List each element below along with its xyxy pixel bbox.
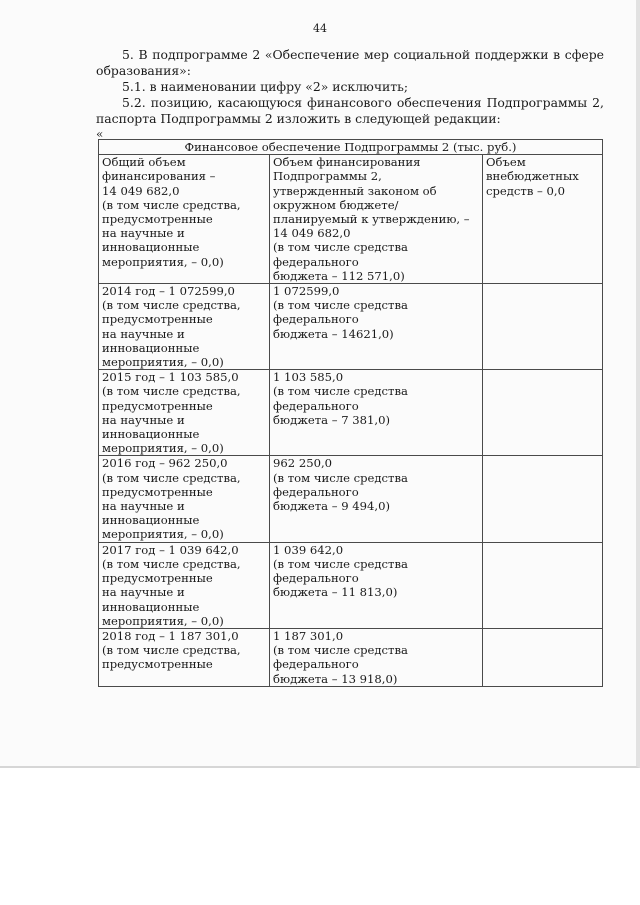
page-number: 44 — [313, 22, 327, 35]
finance-table — [98, 139, 603, 687]
year-program-cell: 1 187 301,0 (в том числе средства федерального бюджета – 13 918,0) — [270, 628, 483, 686]
year-program-cell: 1 039 642,0 (в том числе средства федерального бюджета – 11 813,0) — [270, 542, 483, 628]
paragraph-5: 5. В подпрограмме 2 «Обеспечение мер социальной поддержки в сфере образования»: — [96, 47, 604, 78]
table-row — [99, 370, 603, 456]
paragraph-5-1: 5.1. в наименовании цифру «2» исключить; — [122, 79, 409, 94]
year-total-cell: 2017 год – 1 039 642,0 (в том числе средства, предусмотренные на научные и инновационные мероприятия, – 0,0) — [99, 542, 270, 628]
year-extrabudgetary-cell — [483, 542, 603, 628]
year-extrabudgetary-cell — [483, 628, 603, 686]
year-extrabudgetary-cell — [483, 456, 603, 542]
program-funding-cell: Объем финансирования Подпрограммы 2, утвержденный законом об окружном бюджете/ планируемый к утверждению, – 14 049 682,0 (в том числе средства федерального бюджета – 112 571,0) — [270, 155, 483, 284]
year-total-cell: 2015 год – 1 103 585,0 (в том числе средства, предусмотренные на научные и инновационные мероприятия, – 0,0) — [99, 370, 270, 456]
extrabudgetary-cell: Объем внебюджетных средств – 0,0 — [483, 155, 603, 284]
document-body — [96, 47, 604, 127]
table-row — [99, 542, 603, 628]
table-title-row — [99, 140, 603, 155]
table-title: Финансовое обеспечение Подпрограммы 2 (тыс. руб.) — [99, 140, 603, 155]
table-row — [99, 155, 603, 284]
year-extrabudgetary-cell — [483, 284, 603, 370]
paragraph-5-2: 5.2. позицию, касающуюся финансового обеспечения Подпрограммы 2, паспорта Подпрограммы 2 изложить в следующей редакции: — [96, 95, 604, 126]
year-extrabudgetary-cell — [483, 370, 603, 456]
table-row — [99, 456, 603, 542]
opening-quote: « — [96, 127, 104, 141]
year-total-cell: 2016 год – 962 250,0 (в том числе средства, предусмотренные на научные и инновационные мероприятия, – 0,0) — [99, 456, 270, 542]
year-program-cell: 1 072599,0 (в том числе средства федерального бюджета – 14621,0) — [270, 284, 483, 370]
year-program-cell: 1 103 585,0 (в том числе средства федерального бюджета – 7 381,0) — [270, 370, 483, 456]
year-total-cell: 2018 год – 1 187 301,0 (в том числе средства, предусмотренные — [99, 628, 270, 686]
table-row — [99, 284, 603, 370]
year-program-cell: 962 250,0 (в том числе средства федерального бюджета – 9 494,0) — [270, 456, 483, 542]
total-funding-cell: Общий объем финансирования – 14 049 682,0 (в том числе средства, предусмотренные на научные и инновационные мероприятия, – 0,0) — [99, 155, 270, 284]
year-total-cell: 2014 год – 1 072599,0 (в том числе средства, предусмотренные на научные и инновационные мероприятия, – 0,0) — [99, 284, 270, 370]
table-row — [99, 628, 603, 686]
